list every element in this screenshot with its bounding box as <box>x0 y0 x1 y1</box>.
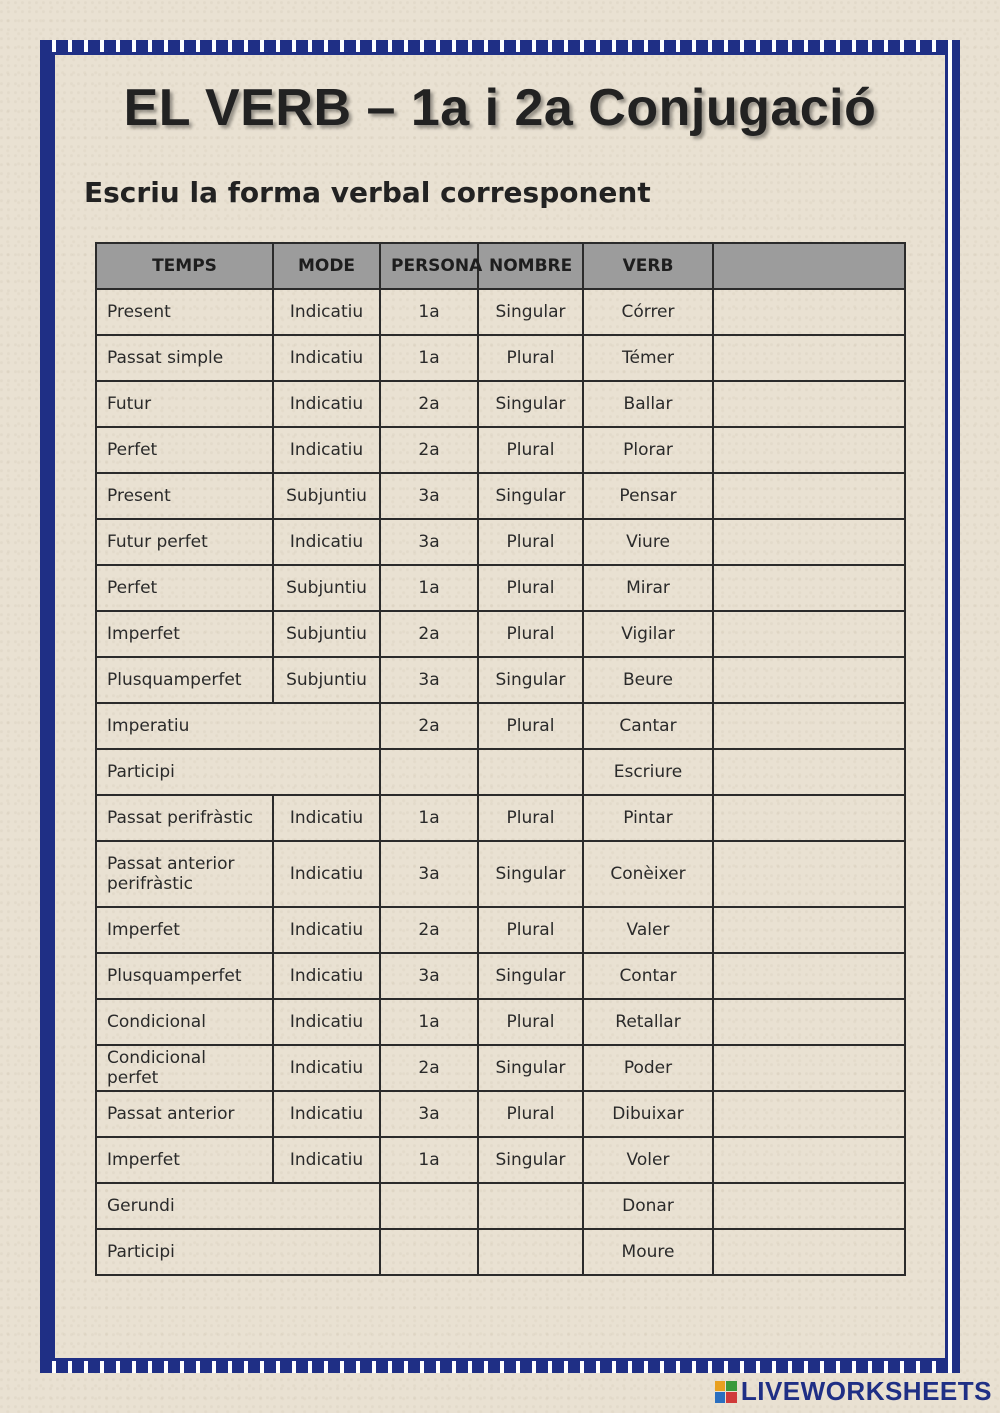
answer-input[interactable] <box>724 1230 894 1274</box>
table-row <box>96 1229 905 1275</box>
cell-temps: Imperfet <box>96 907 273 953</box>
cell-nombre <box>478 749 583 795</box>
cell-temps: Present <box>96 289 273 335</box>
verb-table <box>95 242 906 1276</box>
table-header-row <box>96 243 905 289</box>
cell-verb: Plorar <box>583 427 713 473</box>
answer-cell[interactable] <box>713 1137 905 1183</box>
answer-cell[interactable] <box>713 999 905 1045</box>
header-persona: PERSONA <box>380 243 478 289</box>
cell-mode: Indicatiu <box>273 519 380 565</box>
cell-mode: Indicatiu <box>273 841 380 907</box>
cell-persona: 2a <box>380 703 478 749</box>
answer-cell[interactable] <box>713 657 905 703</box>
table-row <box>96 953 905 999</box>
cell-temps: Passat anterior perifràstic <box>96 841 273 907</box>
cell-persona: 3a <box>380 519 478 565</box>
answer-cell[interactable] <box>713 519 905 565</box>
cell-nombre: Plural <box>478 519 583 565</box>
cell-persona <box>380 1229 478 1275</box>
table-row <box>96 749 905 795</box>
answer-input[interactable] <box>724 474 894 518</box>
cell-nombre: Plural <box>478 907 583 953</box>
answer-input[interactable] <box>724 750 894 794</box>
answer-input[interactable] <box>724 428 894 472</box>
cell-temps: Perfet <box>96 427 273 473</box>
answer-input[interactable] <box>724 290 894 334</box>
table-row <box>96 473 905 519</box>
answer-cell[interactable] <box>713 473 905 519</box>
cell-mode: Indicatiu <box>273 795 380 841</box>
cell-persona: 1a <box>380 795 478 841</box>
answer-cell[interactable] <box>713 289 905 335</box>
cell-persona: 1a <box>380 335 478 381</box>
cell-nombre <box>478 1183 583 1229</box>
answer-cell[interactable] <box>713 565 905 611</box>
cell-verb: Pintar <box>583 795 713 841</box>
cell-temps: Participi <box>96 1229 380 1275</box>
cell-persona: 2a <box>380 1045 478 1091</box>
cell-temps: Passat simple <box>96 335 273 381</box>
answer-input[interactable] <box>724 1138 894 1182</box>
cell-mode: Indicatiu <box>273 1045 380 1091</box>
answer-input[interactable] <box>724 382 894 426</box>
cell-verb: Poder <box>583 1045 713 1091</box>
cell-nombre: Singular <box>478 1137 583 1183</box>
cell-verb: Dibuixar <box>583 1091 713 1137</box>
cell-nombre: Singular <box>478 381 583 427</box>
cell-persona: 1a <box>380 999 478 1045</box>
logo-icon <box>715 1381 737 1403</box>
cell-persona: 2a <box>380 611 478 657</box>
cell-verb: Pensar <box>583 473 713 519</box>
cell-verb: Voler <box>583 1137 713 1183</box>
answer-input[interactable] <box>724 1046 894 1090</box>
answer-input[interactable] <box>724 1092 894 1136</box>
table-row <box>96 1183 905 1229</box>
cell-verb: Escriure <box>583 749 713 795</box>
cell-mode: Indicatiu <box>273 289 380 335</box>
cell-nombre: Plural <box>478 703 583 749</box>
cell-temps: Futur <box>96 381 273 427</box>
cell-nombre: Plural <box>478 1091 583 1137</box>
instructions: Escriu la forma verbal corresponent <box>84 176 651 209</box>
cell-nombre: Plural <box>478 427 583 473</box>
cell-mode: Subjuntiu <box>273 565 380 611</box>
header-temps: TEMPS <box>96 243 273 289</box>
cell-verb: Témer <box>583 335 713 381</box>
cell-temps: Gerundi <box>96 1183 380 1229</box>
table-row <box>96 519 905 565</box>
liveworksheets-logo <box>715 1376 992 1407</box>
header-mode: MODE <box>273 243 380 289</box>
cell-temps: Plusquamperfet <box>96 953 273 999</box>
cell-temps: Plusquamperfet <box>96 657 273 703</box>
cell-persona: 3a <box>380 953 478 999</box>
cell-temps: Passat perifràstic <box>96 795 273 841</box>
cell-mode: Indicatiu <box>273 999 380 1045</box>
cell-nombre: Singular <box>478 289 583 335</box>
cell-persona: 2a <box>380 427 478 473</box>
cell-temps: Futur perfet <box>96 519 273 565</box>
cell-verb: Vigilar <box>583 611 713 657</box>
answer-cell[interactable] <box>713 749 905 795</box>
cell-mode: Indicatiu <box>273 381 380 427</box>
cell-mode: Subjuntiu <box>273 657 380 703</box>
cell-verb: Beure <box>583 657 713 703</box>
answer-cell[interactable] <box>713 907 905 953</box>
answer-cell[interactable] <box>713 1183 905 1229</box>
cell-verb: Conèixer <box>583 841 713 907</box>
cell-mode: Indicatiu <box>273 907 380 953</box>
cell-mode: Indicatiu <box>273 335 380 381</box>
cell-temps: Imperatiu <box>96 703 380 749</box>
cell-nombre: Plural <box>478 795 583 841</box>
header-nombre: NOMBRE <box>478 243 583 289</box>
answer-input[interactable] <box>724 842 894 906</box>
cell-verb: Moure <box>583 1229 713 1275</box>
cell-temps: Imperfet <box>96 1137 273 1183</box>
header-verb: VERB <box>583 243 713 289</box>
cell-persona: 2a <box>380 907 478 953</box>
cell-nombre: Plural <box>478 565 583 611</box>
cell-nombre <box>478 1229 583 1275</box>
cell-persona: 3a <box>380 1091 478 1137</box>
cell-verb: Mirar <box>583 565 713 611</box>
cell-nombre: Plural <box>478 611 583 657</box>
answer-cell[interactable] <box>713 335 905 381</box>
cell-nombre: Plural <box>478 335 583 381</box>
table-row <box>96 999 905 1045</box>
cell-nombre: Singular <box>478 473 583 519</box>
table-row <box>96 795 905 841</box>
table-row <box>96 1137 905 1183</box>
cell-verb: Córrer <box>583 289 713 335</box>
cell-persona: 3a <box>380 657 478 703</box>
table-row <box>96 657 905 703</box>
cell-verb: Valer <box>583 907 713 953</box>
cell-verb: Ballar <box>583 381 713 427</box>
table-row <box>96 1045 905 1091</box>
answer-cell[interactable] <box>713 703 905 749</box>
answer-input[interactable] <box>724 520 894 564</box>
cell-persona: 1a <box>380 289 478 335</box>
cell-nombre: Singular <box>478 841 583 907</box>
cell-temps: Perfet <box>96 565 273 611</box>
table-row <box>96 427 905 473</box>
cell-temps: Participi <box>96 749 380 795</box>
cell-verb: Cantar <box>583 703 713 749</box>
cell-nombre: Singular <box>478 657 583 703</box>
answer-input[interactable] <box>724 796 894 840</box>
logo-text: LIVEWORKSHEETS <box>740 1376 992 1406</box>
answer-cell[interactable] <box>713 953 905 999</box>
answer-input[interactable] <box>724 566 894 610</box>
cell-temps: Condicional <box>96 999 273 1045</box>
answer-input[interactable] <box>724 612 894 656</box>
cell-mode: Indicatiu <box>273 953 380 999</box>
cell-nombre: Plural <box>478 999 583 1045</box>
table-row <box>96 335 905 381</box>
header-answer <box>713 243 905 289</box>
answer-input[interactable] <box>724 908 894 952</box>
answer-cell[interactable] <box>713 381 905 427</box>
cell-temps: Condicional perfet <box>96 1045 273 1091</box>
table-row <box>96 1091 905 1137</box>
cell-temps: Passat anterior <box>96 1091 273 1137</box>
cell-persona <box>380 1183 478 1229</box>
cell-verb: Contar <box>583 953 713 999</box>
cell-mode: Subjuntiu <box>273 611 380 657</box>
cell-mode: Indicatiu <box>273 1091 380 1137</box>
table-row <box>96 611 905 657</box>
cell-persona: 1a <box>380 565 478 611</box>
table-row <box>96 289 905 335</box>
table-row <box>96 907 905 953</box>
answer-cell[interactable] <box>713 841 905 907</box>
cell-persona <box>380 749 478 795</box>
cell-mode: Indicatiu <box>273 427 380 473</box>
answer-cell[interactable] <box>713 1091 905 1137</box>
cell-verb: Donar <box>583 1183 713 1229</box>
answer-input[interactable] <box>724 336 894 380</box>
answer-cell[interactable] <box>713 1045 905 1091</box>
page-title: EL VERB – 1a i 2a Conjugació <box>123 79 877 137</box>
answer-input[interactable] <box>724 658 894 702</box>
cell-persona: 3a <box>380 473 478 519</box>
cell-verb: Viure <box>583 519 713 565</box>
cell-temps: Imperfet <box>96 611 273 657</box>
answer-input[interactable] <box>724 1000 894 1044</box>
answer-cell[interactable] <box>713 427 905 473</box>
cell-persona: 2a <box>380 381 478 427</box>
cell-nombre: Singular <box>478 953 583 999</box>
table-row <box>96 841 905 907</box>
cell-persona: 1a <box>380 1137 478 1183</box>
answer-cell[interactable] <box>713 1229 905 1275</box>
cell-mode: Indicatiu <box>273 1137 380 1183</box>
answer-cell[interactable] <box>713 795 905 841</box>
cell-temps: Present <box>96 473 273 519</box>
answer-input[interactable] <box>724 954 894 998</box>
cell-nombre: Singular <box>478 1045 583 1091</box>
table-row <box>96 565 905 611</box>
answer-cell[interactable] <box>713 611 905 657</box>
cell-verb: Retallar <box>583 999 713 1045</box>
cell-mode: Subjuntiu <box>273 473 380 519</box>
cell-persona: 3a <box>380 841 478 907</box>
table-row <box>96 381 905 427</box>
answer-input[interactable] <box>724 1184 894 1228</box>
answer-input[interactable] <box>724 704 894 748</box>
table-row <box>96 703 905 749</box>
